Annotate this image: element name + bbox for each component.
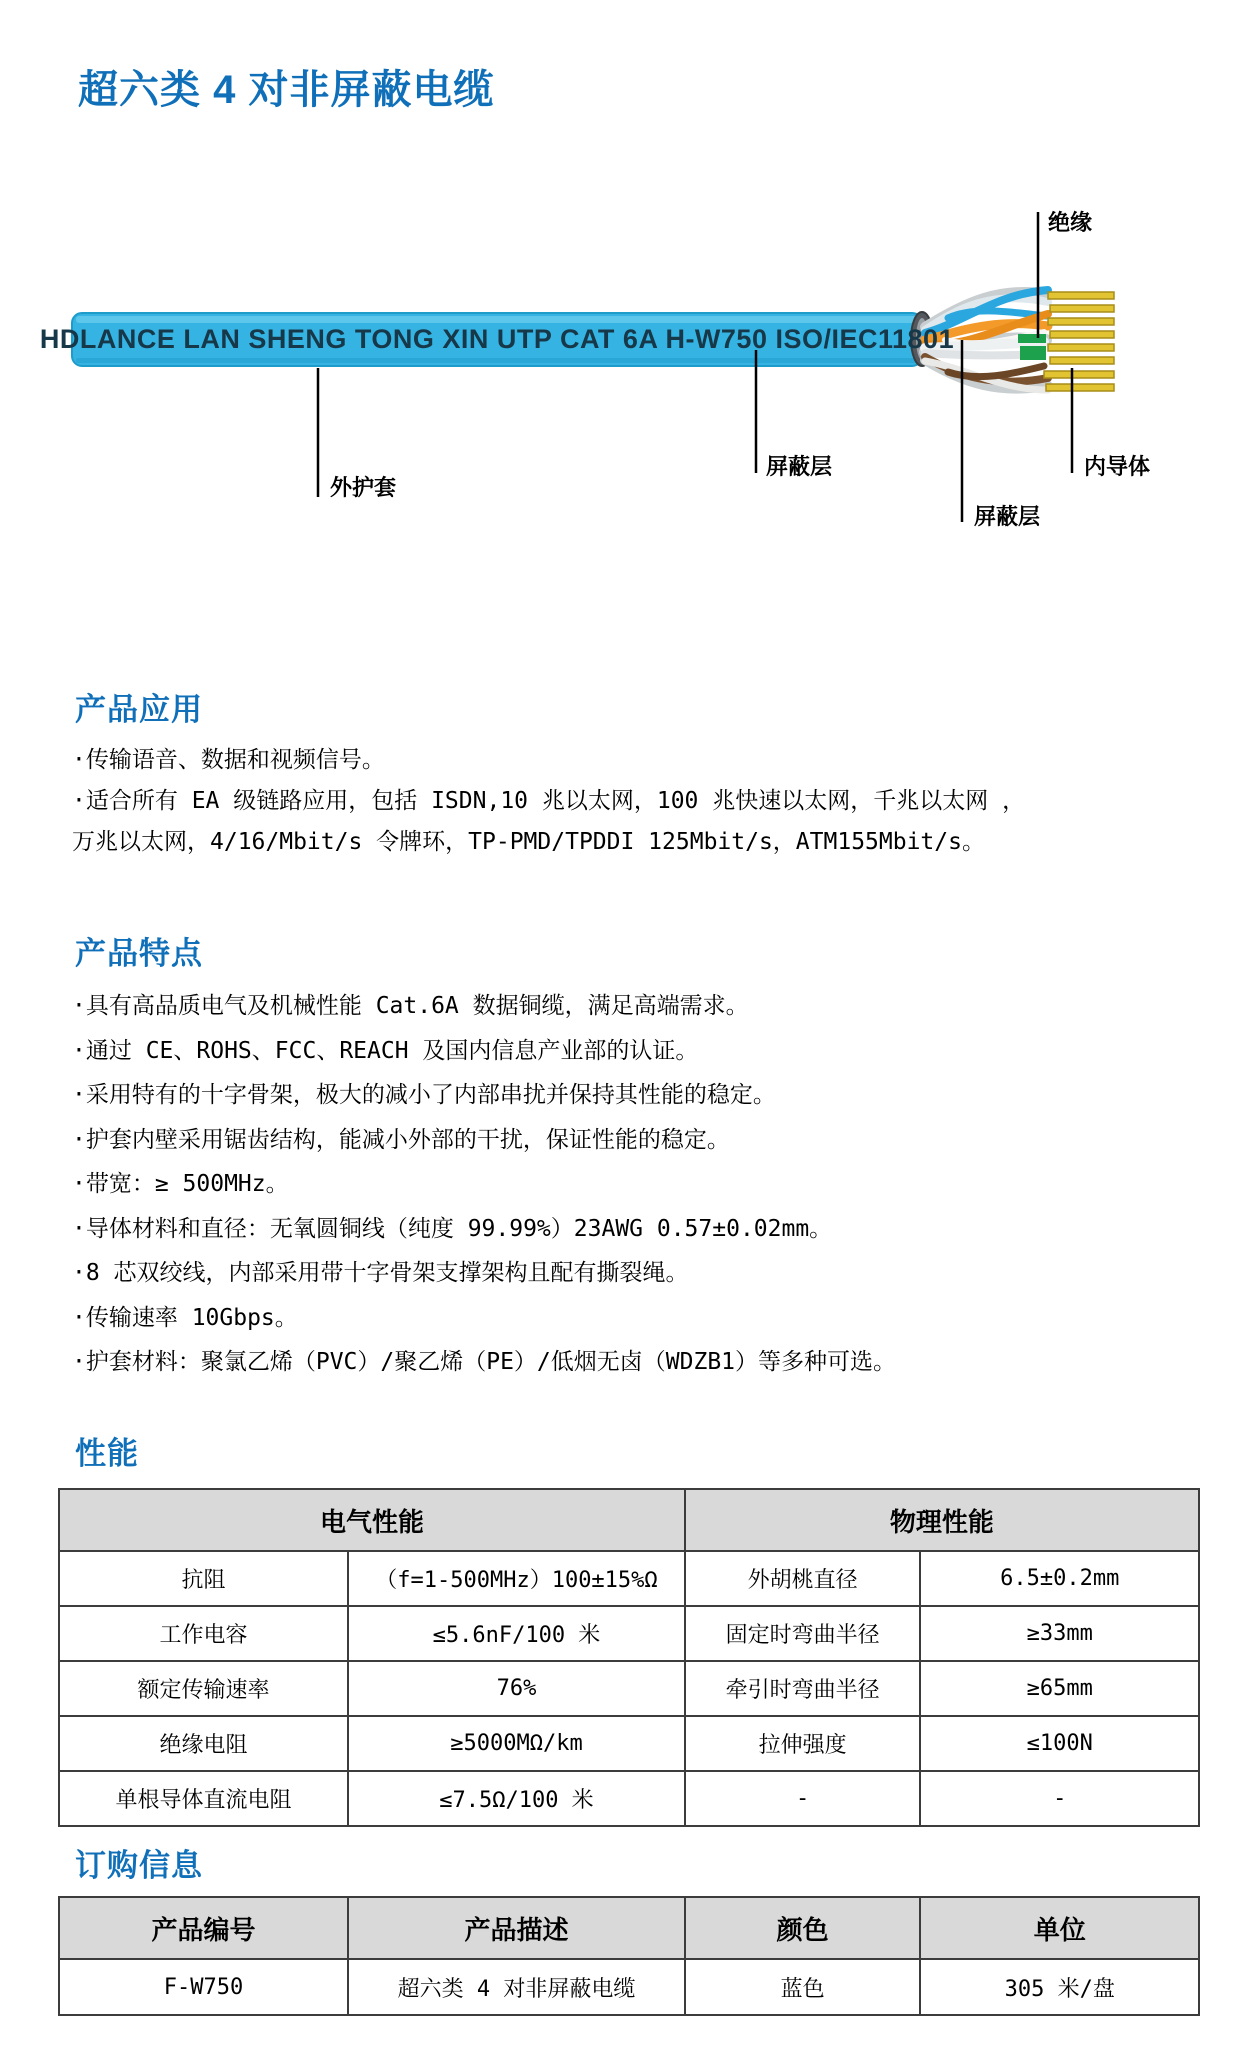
cable-shadow — [76, 358, 918, 363]
table-cell: F-W750 — [60, 1960, 349, 2014]
table-cell: 绝缘电阻 — [60, 1717, 349, 1770]
column-header: 颜色 — [686, 1898, 922, 1958]
table-row — [60, 1660, 1198, 1715]
feature-item: ·具有高品质电气及机械性能 Cat.6A 数据铜缆，满足高端需求。 — [72, 993, 749, 1019]
cable-illustration-svg — [0, 190, 1257, 570]
table-cell: 工作电容 — [60, 1607, 349, 1660]
feature-item: ·护套材料：聚氯乙烯（PVC）/聚乙烯（PE）/低烟无卤（WDZB1）等多种可选。 — [72, 1349, 897, 1375]
application-line: ·传输语音、数据和视频信号。 — [72, 747, 385, 773]
table-cell: 305 米/盘 — [1004, 1976, 1115, 2002]
page-title: 超六类 4 对非屏蔽电缆 — [78, 68, 495, 112]
section-heading-ordering: 订购信息 — [75, 1848, 203, 1883]
table-cell: 牵引时弯曲半径 — [686, 1662, 922, 1715]
table-cell: 单根导体直流电阻 — [60, 1772, 349, 1825]
column-header: 物理性能 — [889, 1507, 994, 1538]
cable-figure — [0, 190, 1257, 570]
table-cell: ≥33mm — [1026, 1621, 1093, 1646]
callout-label-insulation: 绝缘 — [1048, 211, 1093, 236]
table-cell: 蓝色 — [686, 1960, 922, 2014]
section-heading-features: 产品特点 — [75, 936, 203, 971]
table-row — [60, 1605, 1198, 1660]
table-cell: 外胡桃直径 — [686, 1552, 922, 1605]
callout-label-shield-2: 屏蔽层 — [974, 505, 1041, 530]
feature-item: ·传输速率 10Gbps。 — [72, 1304, 298, 1331]
application-line: 万兆以太网，4/16/Mbit/s 令牌环，TP-PMD/TPDDI 125Mbit/s，ATM155Mbit/s。 — [72, 829, 985, 855]
table-cell: 额定传输速率 — [60, 1662, 349, 1715]
table-cell: 抗阻 — [60, 1552, 349, 1605]
feature-item: ·采用特有的十字骨架，极大的减小了内部串扰并保持其性能的稳定。 — [72, 1082, 776, 1108]
table-cell: - — [686, 1772, 922, 1825]
column-header: 产品编号 — [60, 1898, 349, 1958]
feature-item: ·8 芯双绞线，内部采用带十字骨架支撑架构且配有撕裂绳。 — [72, 1260, 689, 1286]
feature-item: ·护套内壁采用锯齿结构，能减小外部的干扰，保证性能的稳定。 — [72, 1126, 730, 1153]
table-cell: ≥65mm — [1026, 1676, 1093, 1701]
feature-item: ·带宽：≥ 500MHz。 — [72, 1171, 289, 1197]
column-header: 产品描述 — [349, 1898, 686, 1958]
table-cell: （f=1-500MHz）100±15%Ω — [349, 1552, 686, 1605]
table-cell: ≥5000MΩ/km — [349, 1717, 686, 1770]
ordering-table-header — [60, 1898, 1198, 1958]
cable-highlight — [76, 316, 918, 323]
table-cell: ≤7.5Ω/100 米 — [349, 1772, 686, 1825]
table-row — [60, 1550, 1198, 1605]
section-heading-application: 产品应用 — [75, 692, 203, 727]
feature-list — [72, 984, 1192, 1385]
inner-conductor-pins — [1044, 292, 1114, 391]
green-insulation-2 — [1020, 346, 1046, 360]
application-line: ·适合所有 EA 级链路应用，包括 ISDN,10 兆以太网，100 兆快速以太网，千兆以太网 ， — [72, 788, 1026, 814]
application-text — [72, 740, 1192, 863]
table-cell: 6.5±0.2mm — [1000, 1566, 1120, 1591]
callout-label-outer-jacket: 外护套 — [330, 476, 397, 501]
ordering-table — [58, 1896, 1200, 2016]
table-cell: 固定时弯曲半径 — [686, 1607, 922, 1660]
table-cell: ≤5.6nF/100 米 — [349, 1607, 686, 1660]
table-cell: - — [1053, 1786, 1067, 1811]
table-cell: 超六类 4 对非屏蔽电缆 — [349, 1960, 686, 2014]
column-header: 单位 — [1033, 1915, 1086, 1946]
table-cell: 76% — [349, 1662, 686, 1715]
section-heading-performance: 性能 — [75, 1436, 139, 1471]
callout-label-inner-conductor: 内导体 — [1084, 455, 1151, 480]
table-cell: ≤100N — [1026, 1731, 1093, 1756]
table-cell: 拉伸强度 — [686, 1717, 922, 1770]
table-row — [60, 1770, 1198, 1825]
cable-print-text: HDLANCE LAN SHENG TONG XIN UTP CAT 6A H-W750 ISO/IEC11801 — [39, 324, 955, 354]
performance-table — [58, 1488, 1200, 1827]
feature-item: ·通过 CE、ROHS、FCC、REACH 及国内信息产业部的认证。 — [72, 1037, 699, 1064]
table-row — [60, 1715, 1198, 1770]
performance-table-header — [60, 1490, 1198, 1550]
table-row — [60, 1958, 1198, 2014]
callout-label-shield-1: 屏蔽层 — [766, 455, 833, 480]
green-insulation-1 — [1018, 334, 1046, 343]
column-header: 电气性能 — [60, 1490, 686, 1550]
feature-item: ·导体材料和直径：无氧圆铜线（纯度 99.99%）23AWG 0.57±0.02mm。 — [72, 1215, 833, 1242]
